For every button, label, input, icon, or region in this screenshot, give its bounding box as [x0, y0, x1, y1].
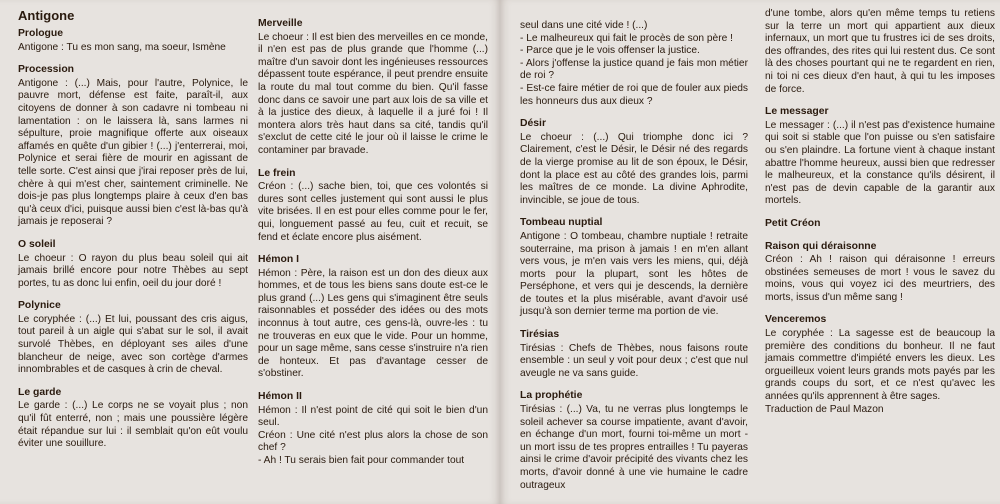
section-heading: Tirésias [520, 329, 560, 341]
section-text: Antigone : O tombeau, chambre nuptiale ! retraite souterraine, ma prison à jamais ! en m'en allant vers vous, je m'en vais vers les miens, qui, déjà morts pour la plupart, sont les hôtes de Perséphone, et vers qui je descends, la dernière de toutes et la plus misérable, avant d'avoir usé jusqu'à son dernier terme ma portion de vie. [520, 230, 748, 318]
section-heading: Tombeau nuptial [520, 217, 603, 229]
section-text: - Ah ! Tu serais bien fait pour commander tout [258, 455, 465, 466]
section [18, 300, 248, 377]
section-text: Le messager : (...) il n'est pas d'existence humaine qui soit si stable que l'on puisse ou s'en satisfaire ou s'en plaindre. La fortune vient à chaque instant abattre l'homme heureux, aussi bien que redresser le malheureux, et la constance qu'ils désirent, il n'est pas de devin capable de la garantir aux mortels. [765, 119, 995, 207]
section-text: Hémon : Père, la raison est un don des dieux aux hommes, et de tous les biens sans doute est-ce le plus grand (...) Les gens qui s'imaginent être seuls raisonnables et posséder des idées ou des mots inconnus à tout autre, ces gens-là, ouvre-les : tu ne trouveras en eux que le vide. Pour un homme, pour un sage même, sans cesse s'instruire n'a rien de honteux. Et pas d'avantage cesser de s'obstiner. [258, 267, 488, 380]
section-text: Créon : Une cité n'est plus alors la chose de son chef ? [258, 429, 488, 454]
section [520, 217, 748, 319]
section [258, 168, 488, 245]
section-text: Le coryphée : La sagesse est de beaucoup la première des conditions du bonheur. Il ne faut jamais commettre d'impiété envers les dieux. Les orgueilleux voient leurs grands mots payés par les grands coups du sort, et ce n'est qu'avec les années qu'ils apprennent à être sages. [765, 328, 995, 403]
section-text: Le choeur : (...) Qui triomphe donc ici ? Clairement, c'est le Désir, le Désir né des regards de la vierge promise au lit de son époux, le Désir, dont la place est au côté des grandes lois, parmi les maîtres de ce monde. La divine Aphrodite, invincible, se joue de tous. [520, 131, 748, 206]
section [18, 239, 248, 290]
section [765, 241, 995, 305]
section-text: seul dans une cité vide ! (...) [520, 20, 648, 31]
section-text: Antigone : (...) Mais, pour l'autre, Polynice, le pauvre mort, défense est faite, paraît-il, aux citoyens de donner à son cadavre ni tombeau ni lamentation : on le laissera là, sans larmes ni sépulture, proie magnifique offerte aux oiseaux affamés en quête d'un gibier ! (...) j'enterrerai, moi, Polynice et serai fière de mourir en agissant de telle sorte. C'est ainsi que j'irai reposer près de lui, chère à qui m'est cher, saintement criminelle. Ne dois-je pas plus longtemps plaire à ceux d'en bas qu'à ceux d'ici, puisque aussi bien c'est là-bas qu'à jamais je reposerai ? [18, 77, 248, 228]
section-text: Le choeur : Il est bien des merveilles en ce monde, il n'en est pas de plus grande que l'homme (...) maître d'un savoir dont les ingénieuses ressources dépassent toute espérance, il peut prendre ensuite la route du mal tout comme du bien. Qu'il fasse donc dans ce savoir une part aux lois de sa ville et à la justice des dieux, à laquelle il a juré foi ! Il montera alors très haut dans sa cité, tandis qu'il s'exclut de cette cité le jour où il laisse le crime le contaminer par bravade. [258, 31, 488, 156]
section-text: Le choeur : O rayon du plus beau soleil qui ait jamais brillé encore pour notre Thèbes au sept portes, tu as donc lui enfin, oeil du jour doré ! [18, 252, 248, 289]
section-text: d'une tombe, alors qu'en même temps tu retiens sur la terre un mort qui appartient aux dieux infernaux, un mort que tu frustres ici de ses droits, des offrandes, des rites qui lui restent dus. Ce sont là des choses pourtant qui ne te regardent en rien, ni toi ni ces dieux d'en haut, à qui tu les imposes de force. [765, 8, 995, 95]
section-heading: Le frein [258, 167, 296, 179]
column-2 [258, 18, 488, 468]
section [520, 20, 748, 108]
column-4 [765, 8, 995, 416]
section-heading: Hémon II [258, 391, 302, 403]
section [18, 64, 248, 229]
section-heading: Le messager [765, 106, 829, 118]
section-text: Tirésias : Chefs de Thèbes, nous faisons route ensemble : un seul y voit pour deux ; c'est que nul aveugle ne va sans guide. [520, 342, 748, 379]
section-text: - Le malheureux qui fait le procès de son père ! [520, 32, 733, 44]
section-heading: Venceremos [765, 314, 827, 326]
section-heading: Petit Créon [765, 217, 821, 229]
section-text: Le garde : (...) Le corps ne se voyait plus ; non qu'il fût enterré, non ; mais une poussière légère était répandue sur lui : il semblait qu'on eût voulu éviter une souillure. [18, 400, 248, 450]
section-text: Hémon : Il n'est point de cité qui soit le bien d'un seul. [258, 404, 488, 429]
column-1 [18, 28, 248, 451]
section-heading: Merveille [258, 18, 303, 29]
section [520, 118, 748, 207]
section [520, 390, 748, 492]
section-text: Créon : Ah ! raison qui déraisonne ! erreurs obstinées semeuses de mort ! vous le savez du moins, vous qui voyez ici des meurtriers, des morts, issus d'un même sang ! [765, 254, 995, 303]
section-text: - Est-ce faire métier de roi que de fouler aux pieds les honneurs dus aux dieux ? [520, 82, 748, 107]
section-heading: Procession [18, 64, 75, 76]
section-heading: Polynice [18, 300, 61, 312]
translation-credit: Traduction de Paul Mazon [765, 403, 884, 415]
section-text: Le coryphée : (...) Et lui, poussant des cris aigus, tout pareil à un aigle qui s'abat sur le sol, il avait survolé Thèbes, en déployant ses ailes d'une blancheur de neige, avec son cortège d'armes innombrables et de casques à crin de cheval. [18, 313, 248, 376]
section [765, 218, 995, 231]
section-heading: Hémon I [258, 254, 299, 266]
column-3 [520, 20, 748, 492]
section [520, 329, 748, 380]
section-text: - Alors j'offense la justice quand je fais mon métier de roi ? [520, 57, 748, 82]
section [18, 387, 248, 451]
section-text: Tirésias : (...) Va, tu ne verras plus longtemps le soleil achever sa course impatiente, avant d'avoir, en échange d'un mort, fourni toi-même un mort - un mort issu de tes propres entrailles ! Tu payeras ainsi le crime d'avoir précipité des vivants chez les morts, d'avoir donné à une vie humaine le cadre outrageux [520, 404, 748, 491]
right-page [500, 0, 1000, 504]
section-heading: Prologue [18, 28, 64, 39]
section [258, 18, 488, 158]
section-text: Créon : (...) sache bien, toi, que ces volontés si dures sont celles justement qui sont aussi le plus vite brisées. Il en est pour elles comme pour le fer, qui, longuement passé au feu, cuit et recuit, se fend et éclate encore plus aisément. [258, 181, 488, 243]
section-heading: La prophétie [520, 390, 583, 402]
document-title: Antigone [18, 8, 75, 23]
section-text: Antigone : Tu es mon sang, ma soeur, Ismène [18, 41, 226, 53]
section-heading: Désir [520, 118, 546, 130]
section [765, 106, 995, 208]
section-heading: O soleil [18, 238, 56, 250]
section [258, 391, 488, 468]
section [765, 314, 995, 403]
section-heading: Raison qui déraisonne [765, 240, 877, 252]
section [765, 8, 995, 96]
section [258, 254, 488, 381]
section-text: - Parce que je le vois offenser la justice. [520, 45, 700, 57]
section [18, 28, 248, 54]
section-heading: Le garde [18, 386, 62, 398]
